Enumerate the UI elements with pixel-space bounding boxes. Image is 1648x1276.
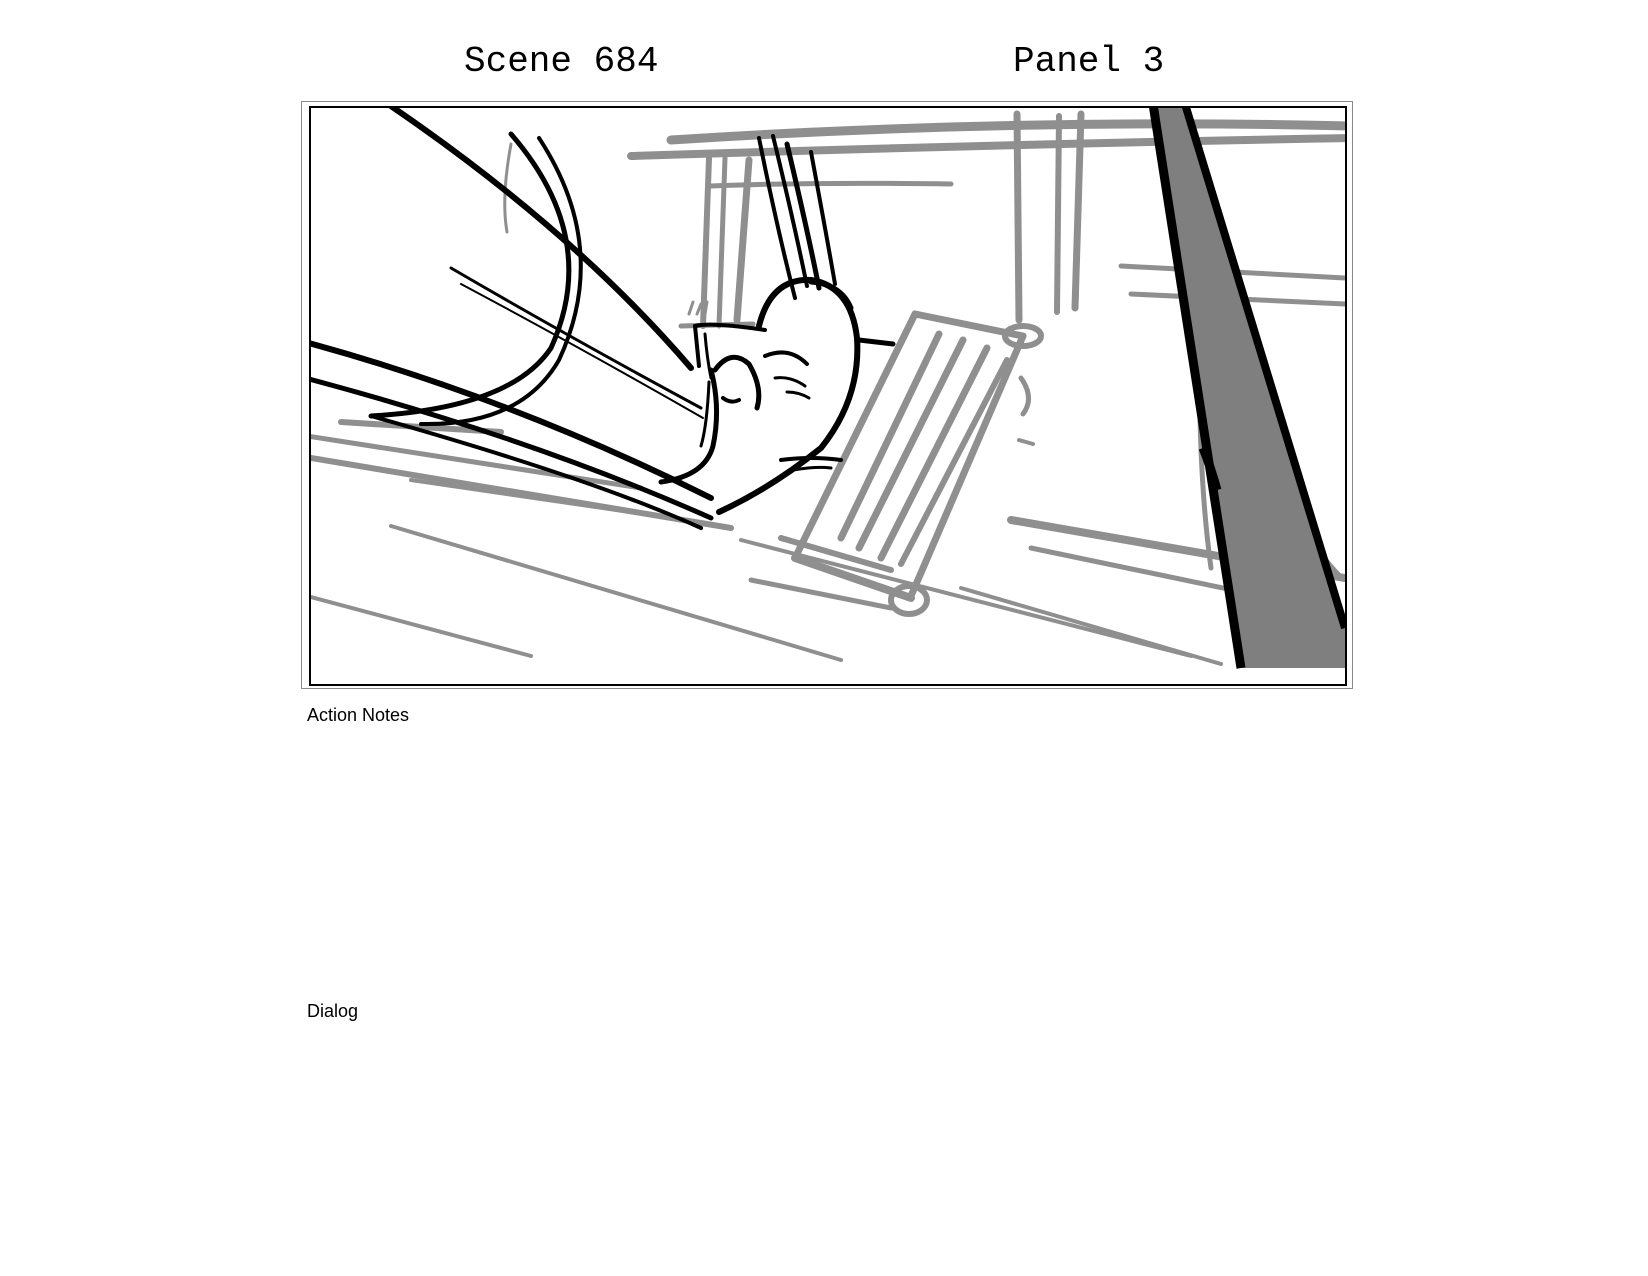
scene-number-title: Scene 684 [464,41,659,82]
storyboard-sketch [311,108,1345,684]
action-notes-field[interactable] [307,732,1347,982]
action-notes-label: Action Notes [307,705,410,725]
character-sketch [311,108,893,528]
dialog-field[interactable] [307,1028,1347,1228]
foreground-pole [1153,108,1345,668]
panel-number-title: Panel 3 [1013,41,1165,82]
dialog-label: Dialog [307,1001,359,1021]
storyboard-panel-frame [309,106,1347,686]
